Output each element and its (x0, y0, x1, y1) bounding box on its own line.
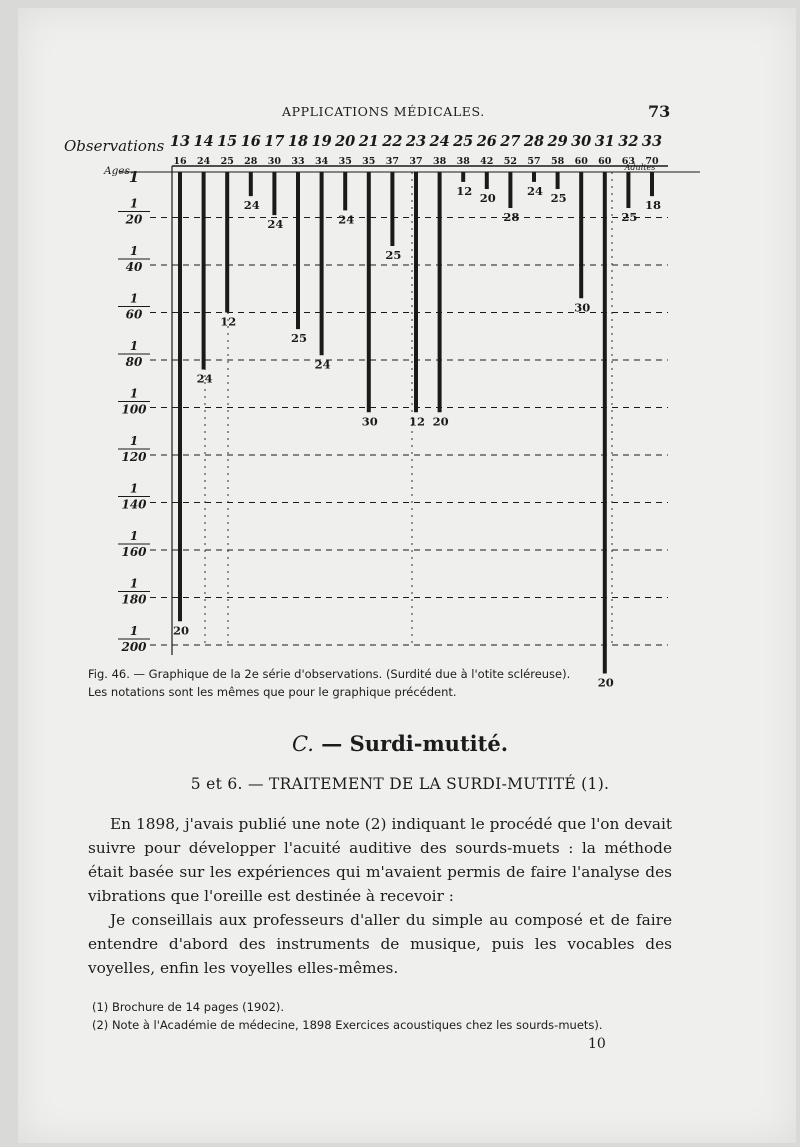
observation-number: 20 (335, 133, 356, 150)
y-label-denominator: 160 (121, 545, 147, 559)
observation-number: 27 (500, 133, 521, 150)
age-top-label: Adultes (624, 163, 656, 172)
y-label-denominator: 140 (121, 497, 147, 512)
observation-number: 26 (476, 133, 497, 150)
age-value: 42 (480, 156, 494, 167)
y-label-unit: 1 (128, 168, 140, 186)
age-value: 35 (338, 156, 352, 167)
observation-number: 19 (311, 133, 332, 150)
paragraph-1: En 1898, j'avais publié une note (2) indiquant le procédé que l'on devait suivre pour développer l'acuité auditive des sourds-muets : la méthode était basée sur les expériences qui m'avaient permis de faire l'analyse des vibrations que l'oreille est destinée à recevoir : (88, 815, 672, 905)
age-value: 24 (196, 156, 211, 167)
bar-value-label: 25 (290, 331, 308, 346)
y-label-denominator: 80 (125, 355, 143, 369)
bar-value-label: 20 (172, 623, 190, 638)
bar-value-label: 25 (621, 210, 638, 224)
y-label-numerator: 1 (129, 244, 139, 258)
y-label-numerator: 1 (129, 434, 139, 448)
section-title (0, 731, 800, 756)
age-value: 38 (432, 156, 447, 167)
section-name: — Surdi-mutité. (321, 731, 509, 756)
y-label-denominator: 20 (125, 212, 143, 227)
bar-value-label: 24 (267, 217, 284, 232)
observation-number: 28 (523, 133, 545, 150)
subsection-title: 5 et 6. — TRAITEMENT DE LA SURDI-MUTITÉ (1). (190, 775, 610, 793)
y-label-numerator: 1 (129, 386, 139, 401)
observation-number: 21 (358, 133, 379, 150)
y-label-denominator: 60 (125, 307, 143, 322)
bar-value-label: 12 (408, 414, 426, 429)
footnote-1: (1) Brochure de 14 pages (1902). (92, 1000, 285, 1014)
bar-value-label: 12 (220, 314, 237, 329)
body-text (88, 812, 672, 980)
age-value: 35 (362, 156, 376, 167)
ages-row-label: Ages (104, 165, 130, 177)
bar-value-label: 24 (526, 183, 544, 198)
age-value: 30 (267, 156, 282, 167)
age-value: 37 (409, 156, 423, 167)
bar-value-label: 24 (196, 371, 213, 386)
y-label-numerator: 1 (129, 339, 139, 353)
age-value: 52 (503, 156, 518, 167)
age-value: 38 (456, 156, 470, 167)
bar-value-label: 25 (550, 191, 567, 205)
bar-value-label: 12 (456, 183, 473, 198)
age-value: 60 (574, 156, 588, 167)
y-label-denominator: 200 (121, 640, 147, 654)
observation-number: 30 (571, 133, 592, 150)
observations-row-label: Observations (64, 137, 165, 155)
caption-line-2: Les notations sont les mêmes que pour le graphique précédent. (88, 685, 457, 699)
bar-value-label: 20 (432, 414, 449, 429)
observation-number: 17 (264, 133, 285, 150)
bar-value-label: 28 (503, 210, 520, 224)
running-title: APPLICATIONS MÉDICALES. (282, 104, 485, 119)
y-label-denominator: 120 (121, 450, 147, 464)
observation-number: 32 (618, 133, 639, 150)
observation-number: 25 (453, 133, 474, 150)
age-value: 34 (314, 156, 329, 167)
observation-number: 18 (287, 133, 309, 150)
observation-number: 13 (169, 133, 191, 150)
age-value: 33 (291, 156, 305, 167)
bar-value-label: 24 (338, 212, 355, 227)
y-label-numerator: 1 (129, 481, 139, 496)
observation-number: 22 (382, 133, 403, 150)
y-label-numerator: 1 (129, 529, 139, 543)
observation-number: 24 (429, 133, 450, 150)
y-label-denominator: 100 (121, 402, 147, 417)
age-value: 28 (244, 156, 258, 167)
observation-number: 15 (217, 133, 238, 150)
bar-value-label: 30 (574, 300, 591, 315)
bar-value-label: 18 (644, 198, 662, 213)
y-label-numerator: 1 (129, 576, 139, 591)
y-label-numerator: 1 (129, 196, 139, 211)
bar-value-label: 30 (361, 414, 378, 429)
observation-number: 33 (641, 133, 663, 150)
footnotes (92, 998, 672, 1034)
bar-value-label: 24 (314, 357, 331, 372)
observation-number: 29 (547, 133, 568, 150)
page-number: 73 (648, 102, 671, 121)
signature-mark: 10 (588, 1036, 606, 1052)
age-value: 63 (621, 156, 636, 167)
bar-value-label: 25 (385, 248, 402, 262)
observation-number: 31 (594, 133, 615, 150)
y-label-numerator: 1 (129, 291, 139, 306)
observation-number: 23 (405, 133, 427, 150)
observation-number: 16 (240, 133, 261, 150)
age-value: 58 (550, 156, 565, 167)
bar-value-label: 24 (243, 198, 260, 213)
figure-caption (88, 665, 688, 701)
age-value: 60 (598, 156, 612, 167)
y-label-denominator: 180 (121, 592, 147, 607)
section-letter: C. (291, 732, 314, 756)
footnote-2: (2) Note à l'Académie de médecine, 1898 Exercices acoustiques chez les sourds-muets). (92, 1018, 603, 1032)
y-label-numerator: 1 (129, 624, 139, 638)
age-value: 16 (173, 156, 187, 167)
age-value: 37 (385, 156, 400, 167)
caption-line-1: Fig. 46. — Graphique de la 2e série d'observations. (Surdité due à l'otite scléreuse). (88, 667, 571, 681)
age-value: 70 (645, 156, 659, 167)
bar-value-label: 20 (597, 675, 614, 690)
paragraph-2: Je conseillais aux professeurs d'aller du simple au composé et de faire entendre d'abord des instruments de musique, puis les vocables des voyelles, enfin les voyelles elles-mêmes. (88, 911, 672, 977)
bar-value-label: 20 (479, 191, 496, 205)
observation-number: 14 (193, 133, 214, 150)
age-value: 57 (527, 156, 541, 167)
age-value: 25 (220, 156, 234, 167)
y-label-denominator: 40 (125, 260, 143, 274)
